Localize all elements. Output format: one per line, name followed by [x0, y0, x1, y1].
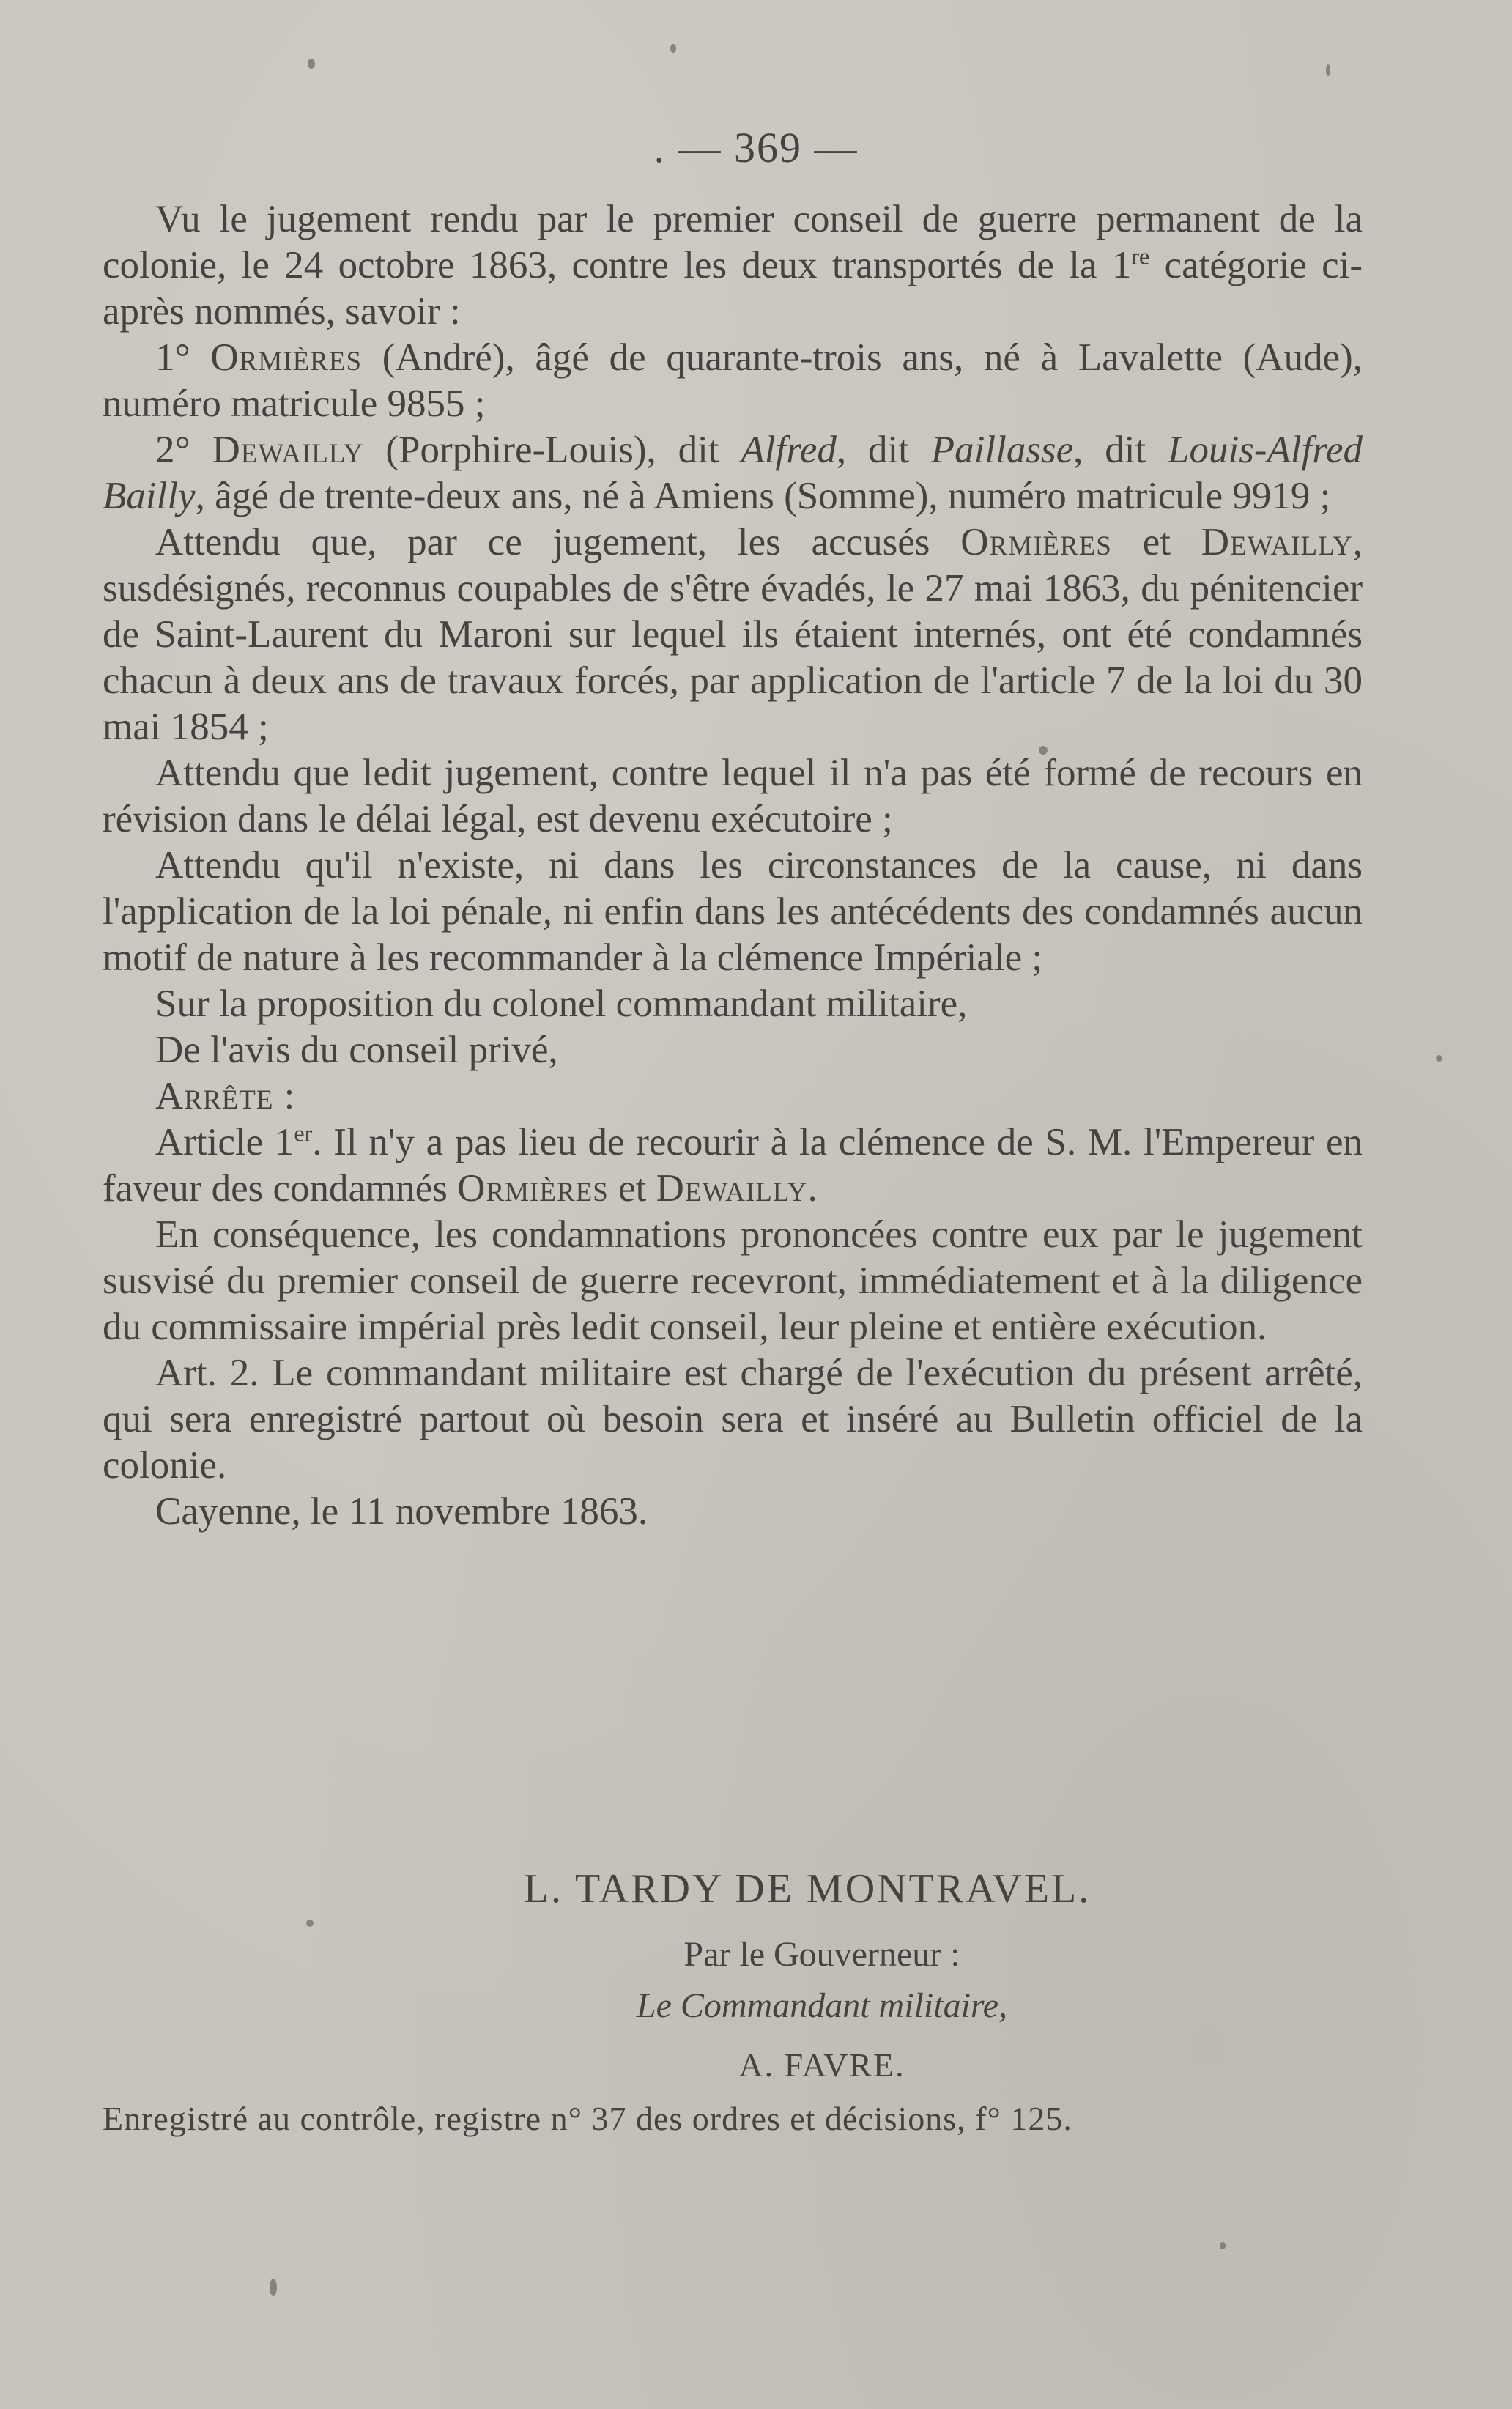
page-number: . — 369 — [653, 124, 859, 171]
commandant-title: Le Commandant militaire, [636, 1986, 1008, 2025]
accused-name: Dewailly [212, 429, 364, 471]
paragraph-vu-jugement: Vu le jugement rendu par le premier conseil de guerre permanent de la colonie, le 24 octobre 1863, contre les deux transportés de la 1re catégorie ci-après nommés, savoir : [103, 198, 1363, 333]
alias: Alfred [741, 429, 837, 471]
date-line: Cayenne, le 11 novembre 1863. [155, 1490, 648, 1533]
alias: Paillasse [930, 429, 1074, 471]
paragraph-avis: De l'avis du conseil privé, [155, 1029, 558, 1071]
accused-name: Dewailly [1201, 521, 1353, 563]
countersignature: A. FAVRE. [738, 2046, 905, 2084]
paper-speck [1436, 1055, 1442, 1062]
paragraph-article-1: Article 1er. Il n'y a pas lieu de recourir à la clémence de S. M. l'Empereur en faveur des condamnés Ormières et Dewailly. [103, 1120, 1363, 1210]
paper-speck [670, 44, 676, 53]
paper-speck [308, 59, 315, 69]
paragraph-accused-1: 1° Ormières (André), âgé de quarante-trois ans, né à Lavalette (Aude), numéro matricule 9855 ; [103, 336, 1363, 425]
paragraph-article-2: Art. 2. Le commandant militaire est chargé de l'exécution du présent arrêté, qui sera enregistré partout où besoin sera et inséré au Bulletin officiel de la colonie. [103, 1352, 1363, 1487]
paragraph-accused-2: 2° Dewailly (Porphire-Louis), dit Alfred, dit Paillasse, dit Louis-Alfred Bailly, âgé de trente-deux ans, né à Amiens (Somme), numéro matricule 9919 ; [103, 429, 1363, 517]
paper-speck [306, 1920, 314, 1927]
accused-name: Dewailly [656, 1167, 808, 1210]
paragraph-attendu-clemence: Attendu qu'il n'existe, ni dans les circonstances de la cause, ni dans l'application de la loi pénale, ni enfin dans les antécédents des condamnés aucun motif de nature à les recommander à la clémence Impériale ; [103, 844, 1363, 979]
paper-speck [1220, 2242, 1226, 2249]
paragraph-proposition: Sur la proposition du colonel commandant militaire, [155, 983, 968, 1025]
alias: Louis-Alfred Bailly [103, 429, 1363, 517]
arrete-heading: Arrête : [155, 1075, 296, 1117]
accused-name: Ormières [457, 1167, 609, 1210]
paragraph-attendu-jugement: Attendu que, par ce jugement, les accusés Ormières et Dewailly, susdésignés, reconnus coupables de s'être évadés, le 27 mai 1863, du pénitencier de Saint-Laurent du Maroni sur lequel ils étaient internés, ont été condamnés chacun à deux ans de travaux forcés, par application de l'article 7 de la loi du 30 mai 1854 ; [103, 521, 1363, 748]
par-le-gouverneur: Par le Gouverneur : [683, 1935, 960, 1974]
registration-note: Enregistré au contrôle, registre n° 37 des ordres et décisions, f° 125. [103, 2100, 1072, 2137]
accused-name: Ormières [210, 336, 363, 379]
decree-body [103, 196, 1363, 1535]
governor-signature: L. TARDY DE MONTRAVEL. [523, 1866, 1092, 1912]
paragraph-attendu-executoire: Attendu que ledit jugement, contre lequel il n'a pas été formé de recours en révision dans le délai légal, est devenu exécutoire ; [103, 752, 1363, 840]
accused-name: Ormières [960, 521, 1112, 563]
paper-speck [1326, 64, 1330, 76]
paragraph-consequence: En conséquence, les condamnations prononcées contre eux par le jugement susvisé du premier conseil de guerre recevront, immédiatement et à la diligence du commissaire impérial près ledit conseil, leur pleine et entière exécution. [103, 1213, 1363, 1348]
paper-speck [270, 2279, 277, 2296]
